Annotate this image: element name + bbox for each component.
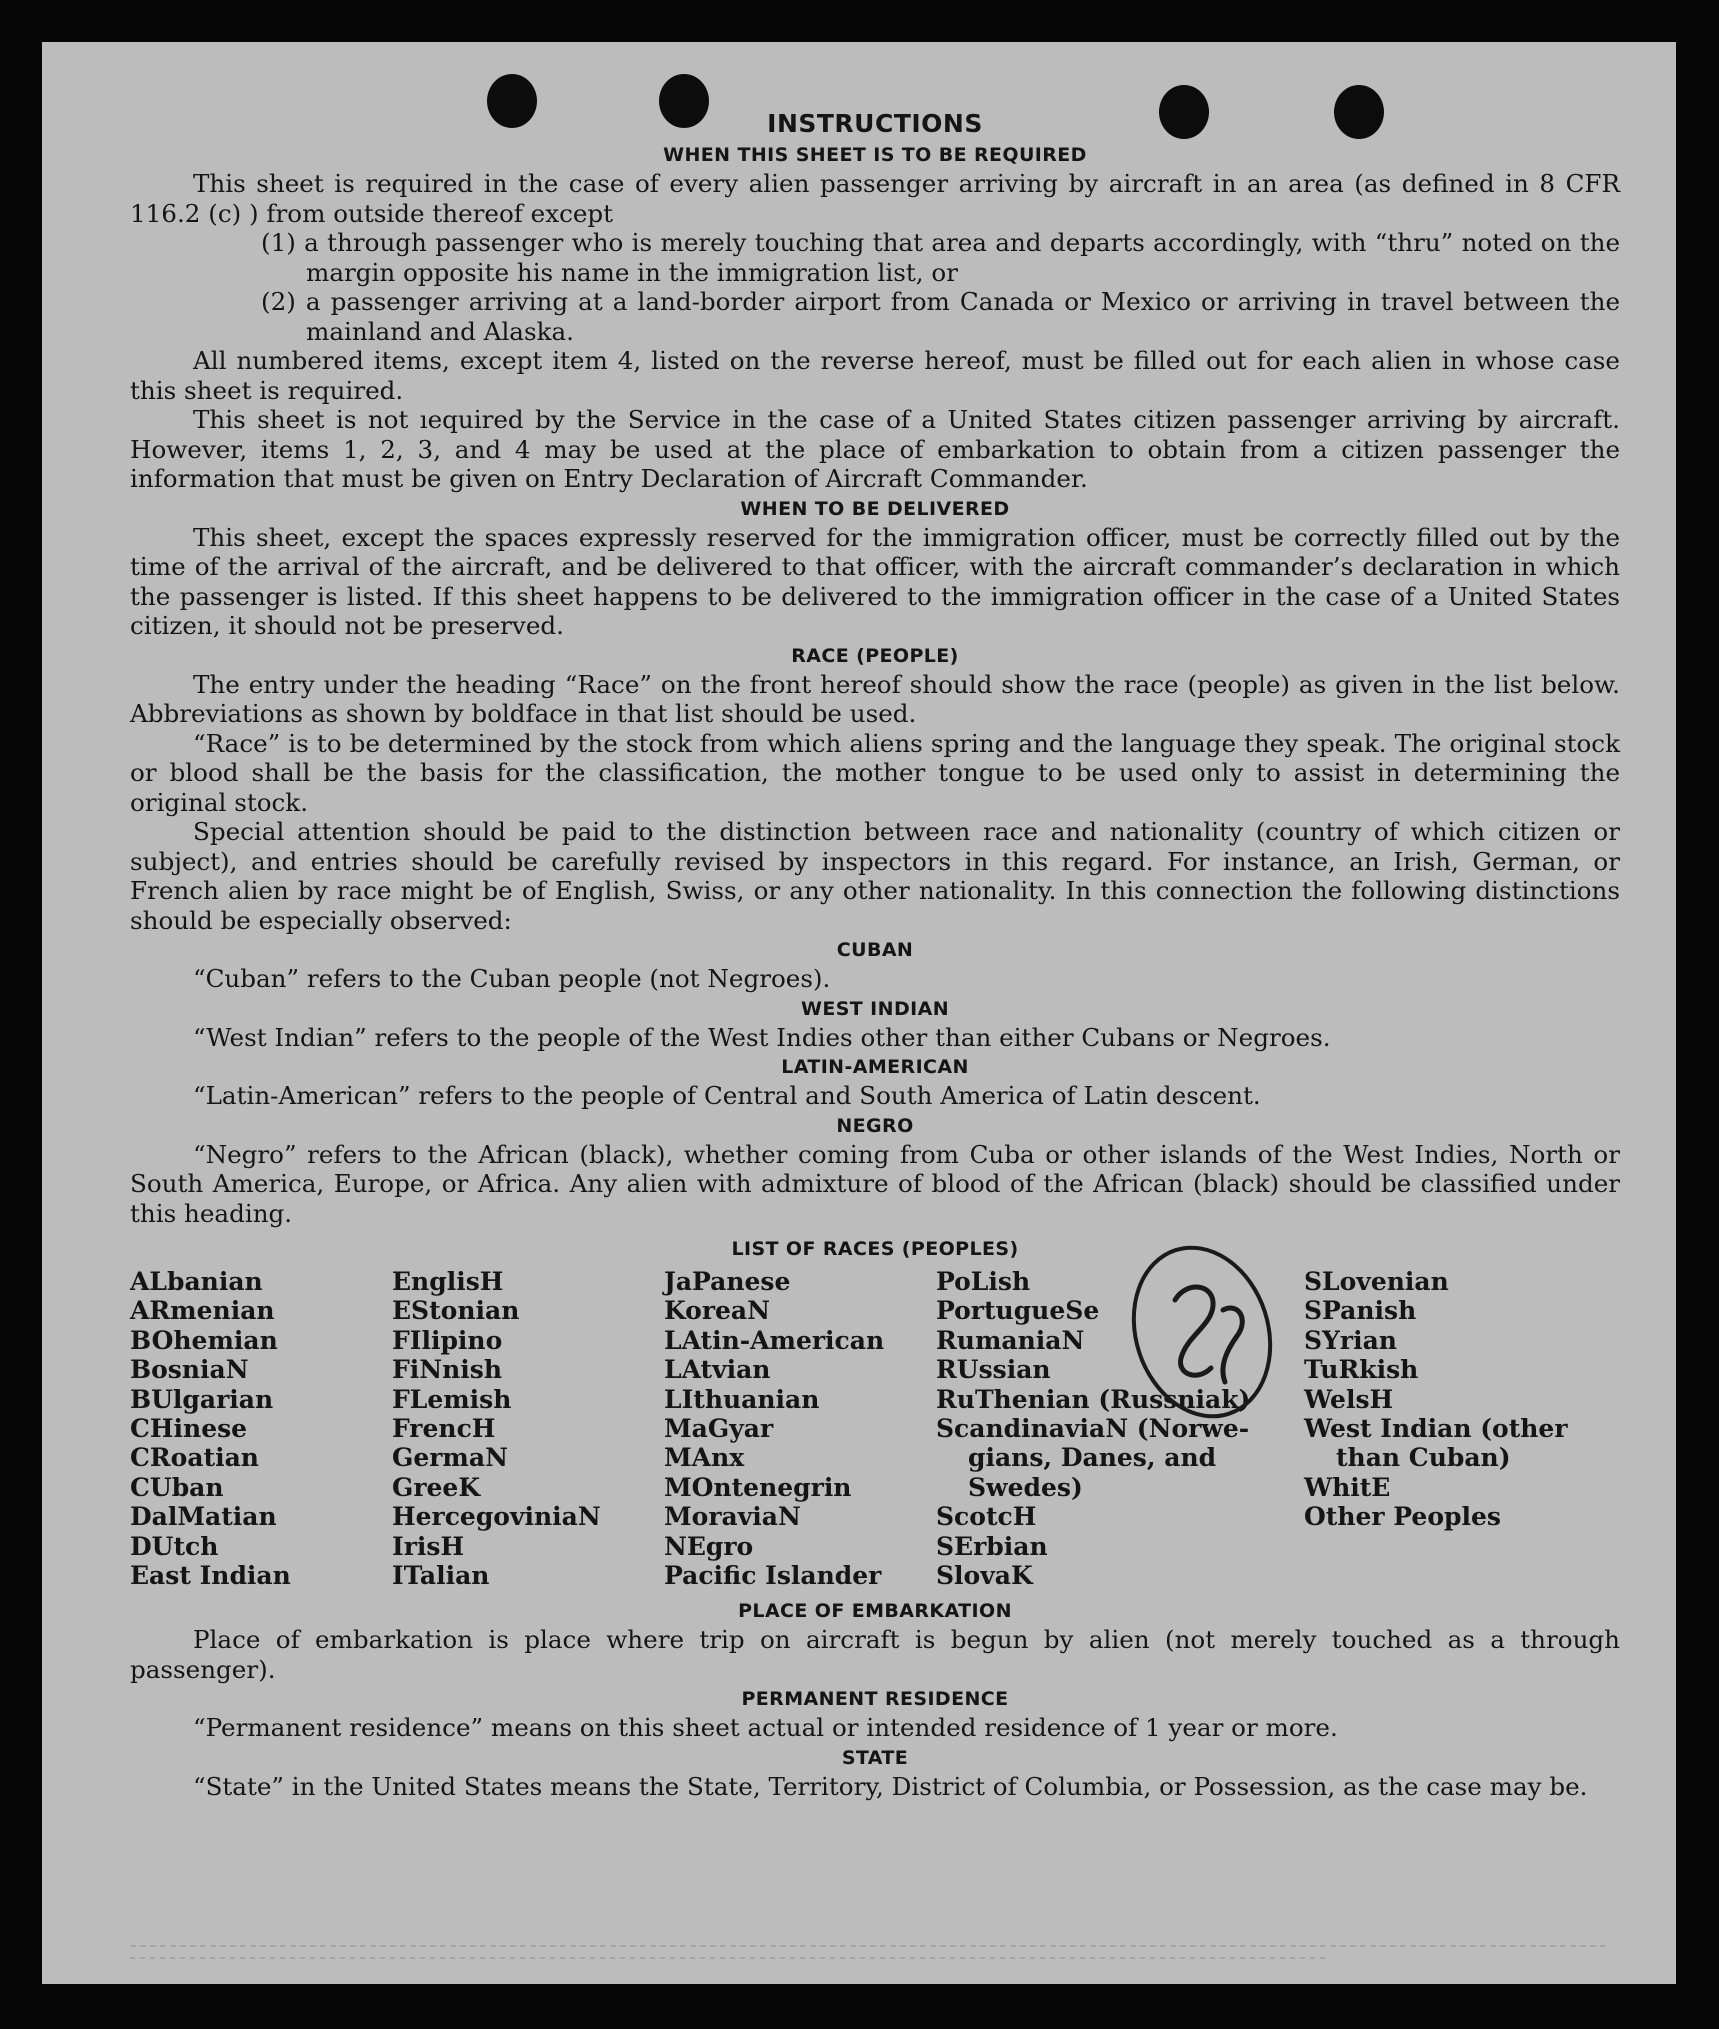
- race-item: Other Peoples: [1304, 1502, 1501, 1532]
- exception-item: (1) a through passenger who is merely touching that area and departs accordingly, with “thru” noted on the margin opposite his name in the immigration list, or: [261, 228, 1620, 287]
- paragraph: This sheet is required in the case of every alien passenger arriving by aircraft in an area (as defined in 8 CFR 116.2 (c) ) from outside thereof except: [130, 169, 1620, 228]
- race-item: SPanish: [1304, 1296, 1417, 1326]
- race-item: FIlipino: [392, 1325, 503, 1355]
- race-item: ALbanian: [130, 1267, 263, 1296]
- race-item: LIthuanian: [664, 1384, 820, 1414]
- race-item: NEgro: [664, 1531, 754, 1561]
- race-item: Swedes): [968, 1472, 1083, 1502]
- race-item: West Indian (other: [1304, 1414, 1568, 1444]
- paragraph: “Negro” refers to the African (black), whether coming from Cuba or other islands of the West Indies, North or South America, Europe, or Africa. Any alien with admixture of blood of the African (black) should be classified under this heading.: [130, 1139, 1620, 1228]
- race-item: CHinese: [130, 1414, 248, 1444]
- paragraph: “West Indian” refers to the people of the West Indies other than either Cubans or Negroes.: [193, 1022, 1331, 1052]
- section-heading-cuban: CUBAN: [836, 939, 914, 961]
- race-item: SlovaK: [936, 1561, 1033, 1591]
- race-item: SYrian: [1304, 1325, 1397, 1355]
- section-heading-latin-american: LATIN-AMERICAN: [781, 1056, 969, 1078]
- race-item: FrencH: [392, 1414, 496, 1444]
- race-item: SLovenian: [1304, 1267, 1449, 1296]
- race-item: CUban: [130, 1472, 224, 1502]
- race-item: BUlgarian: [130, 1384, 274, 1414]
- faint-footer-print: [130, 1938, 1610, 1964]
- race-item: MAnx: [664, 1443, 745, 1473]
- race-item: FiNnish: [392, 1355, 503, 1385]
- race-item: ScotcH: [936, 1502, 1037, 1532]
- race-item: than Cuban): [1336, 1443, 1511, 1473]
- race-item: BosniaN: [130, 1355, 249, 1385]
- race-item: WhitE: [1304, 1472, 1391, 1502]
- race-column: [1304, 1267, 1594, 1590]
- race-column: [130, 1267, 392, 1590]
- race-column: [392, 1267, 664, 1590]
- race-item: PortugueSe: [936, 1296, 1100, 1326]
- race-item: EnglisH: [392, 1267, 504, 1296]
- race-item: MaGyar: [664, 1414, 774, 1444]
- race-item: PoLish: [936, 1267, 1031, 1296]
- paragraph: “Race” is to be determined by the stock from which aliens spring and the language they speak. The original stock or blood shall be the basis for the classification, the mother tongue to be used only to assist in determining the original stock.: [130, 728, 1620, 817]
- race-item: GreeK: [392, 1472, 481, 1502]
- section-heading-race: RACE (PEOPLE): [791, 644, 959, 667]
- section-heading-embarkation: PLACE OF EMBARKATION: [738, 1600, 1012, 1623]
- race-item: ITalian: [392, 1561, 490, 1591]
- race-item: RuThenian (Russniak): [936, 1384, 1251, 1414]
- paragraph: “State” in the United States means the State, Territory, District of Columbia, or Possession, as the case may be.: [193, 1771, 1588, 1801]
- race-item: gians, Danes, and: [968, 1443, 1217, 1473]
- document-page: [42, 42, 1676, 1984]
- race-item: IrisH: [392, 1531, 465, 1561]
- paragraph: All numbered items, except item 4, listed on the reverse hereof, must be filled out for each alien in whose case this sheet is required.: [130, 346, 1620, 405]
- section-heading-state: STATE: [841, 1746, 909, 1769]
- section-heading-delivered: WHEN TO BE DELIVERED: [740, 497, 1010, 520]
- race-item: WelsH: [1304, 1384, 1394, 1414]
- exception-item: (2) a passenger arriving at a land-border airport from Canada or Mexico or arriving in travel between the mainland and Alaska.: [261, 287, 1620, 346]
- race-column: [664, 1267, 936, 1590]
- race-item: KoreaN: [664, 1296, 770, 1326]
- race-list: [130, 1267, 1620, 1590]
- instructions-body: [130, 108, 1620, 1801]
- handwritten-circled-mark: [1127, 1240, 1277, 1426]
- race-item: FLemish: [392, 1384, 512, 1414]
- race-item: RumaniaN: [936, 1325, 1085, 1355]
- section-heading-negro: NEGRO: [836, 1114, 914, 1137]
- race-item: LAtvian: [664, 1355, 771, 1385]
- page-title: INSTRUCTIONS: [767, 109, 983, 138]
- paragraph: “Cuban” refers to the Cuban people (not Negroes).: [193, 964, 831, 993]
- race-item: Pacific Islander: [664, 1561, 882, 1591]
- paragraph: Special attention should be paid to the distinction between race and nationality (country of which citizen or subject), and entries should be carefully revised by inspectors in this regard. For instance, an Irish, German, or French alien by race might be of English, Swiss, or any other nationality. In this connection the following distinctions should be especially observed:: [130, 817, 1620, 935]
- race-item: RUssian: [936, 1355, 1051, 1385]
- race-item: JaPanese: [664, 1267, 791, 1296]
- race-item: BOhemian: [130, 1325, 278, 1355]
- race-item: HercegovinіaN: [392, 1502, 601, 1532]
- race-item: GermaN: [392, 1443, 508, 1473]
- race-item: LAtin-American: [664, 1325, 885, 1355]
- paragraph: This sheet is not ıequired by the Service in the case of a United States citizen passenger arriving by aircraft. However, items 1, 2, 3, and 4 may be used at the place of embarkation to obtain from a citizen passenger the information that must be given on Entry Declaration of Aircraft Commander.: [130, 405, 1620, 493]
- race-item: MOntenegrin: [664, 1472, 852, 1502]
- race-item: DUtch: [130, 1531, 219, 1561]
- race-item: East Indian: [130, 1561, 291, 1591]
- race-item: ARmenian: [130, 1296, 275, 1326]
- race-item: DalMatian: [130, 1502, 277, 1532]
- race-item: ScandinaviaN (Norwe-: [936, 1414, 1250, 1444]
- section-heading-residence: PERMANENT RESIDENCE: [741, 1688, 1009, 1711]
- section-heading-west-indian: WEST INDIAN: [800, 997, 949, 1020]
- paragraph: The entry under the heading “Race” on the front hereof should show the race (people) as given in the list below. Abbreviations as shown by boldface in that list should be used.: [130, 669, 1620, 728]
- race-item: CRoatian: [130, 1443, 259, 1473]
- race-item: TuRkish: [1304, 1355, 1419, 1385]
- race-item: MoraviaN: [664, 1502, 801, 1532]
- section-heading-list-of-races: LIST OF RACES (PEOPLES): [731, 1238, 1019, 1260]
- race-item: EStonian: [392, 1296, 520, 1326]
- paragraph: Place of embarkation is place where trip on aircraft is begun by alien (not merely touched as a through passenger).: [130, 1625, 1620, 1684]
- section-heading-required: WHEN THIS SHEET IS TO BE REQUIRED: [663, 144, 1087, 166]
- race-item: SErbian: [936, 1531, 1048, 1561]
- paragraph: “Latin-American” refers to the people of Central and South America of Latin descent.: [193, 1081, 1261, 1110]
- paragraph: This sheet, except the spaces expressly reserved for the immigration officer, must be correctly filled out by the time of the arrival of the aircraft, and be delivered to that officer, with the aircraft commander’s declaration in which the passenger is listed. If this sheet happens to be delivered to the immigration officer in the case of a United States citizen, it should not be preserved.: [130, 522, 1620, 640]
- paragraph: “Permanent residence” means on this sheet actual or intended residence of 1 year or more.: [193, 1713, 1338, 1743]
